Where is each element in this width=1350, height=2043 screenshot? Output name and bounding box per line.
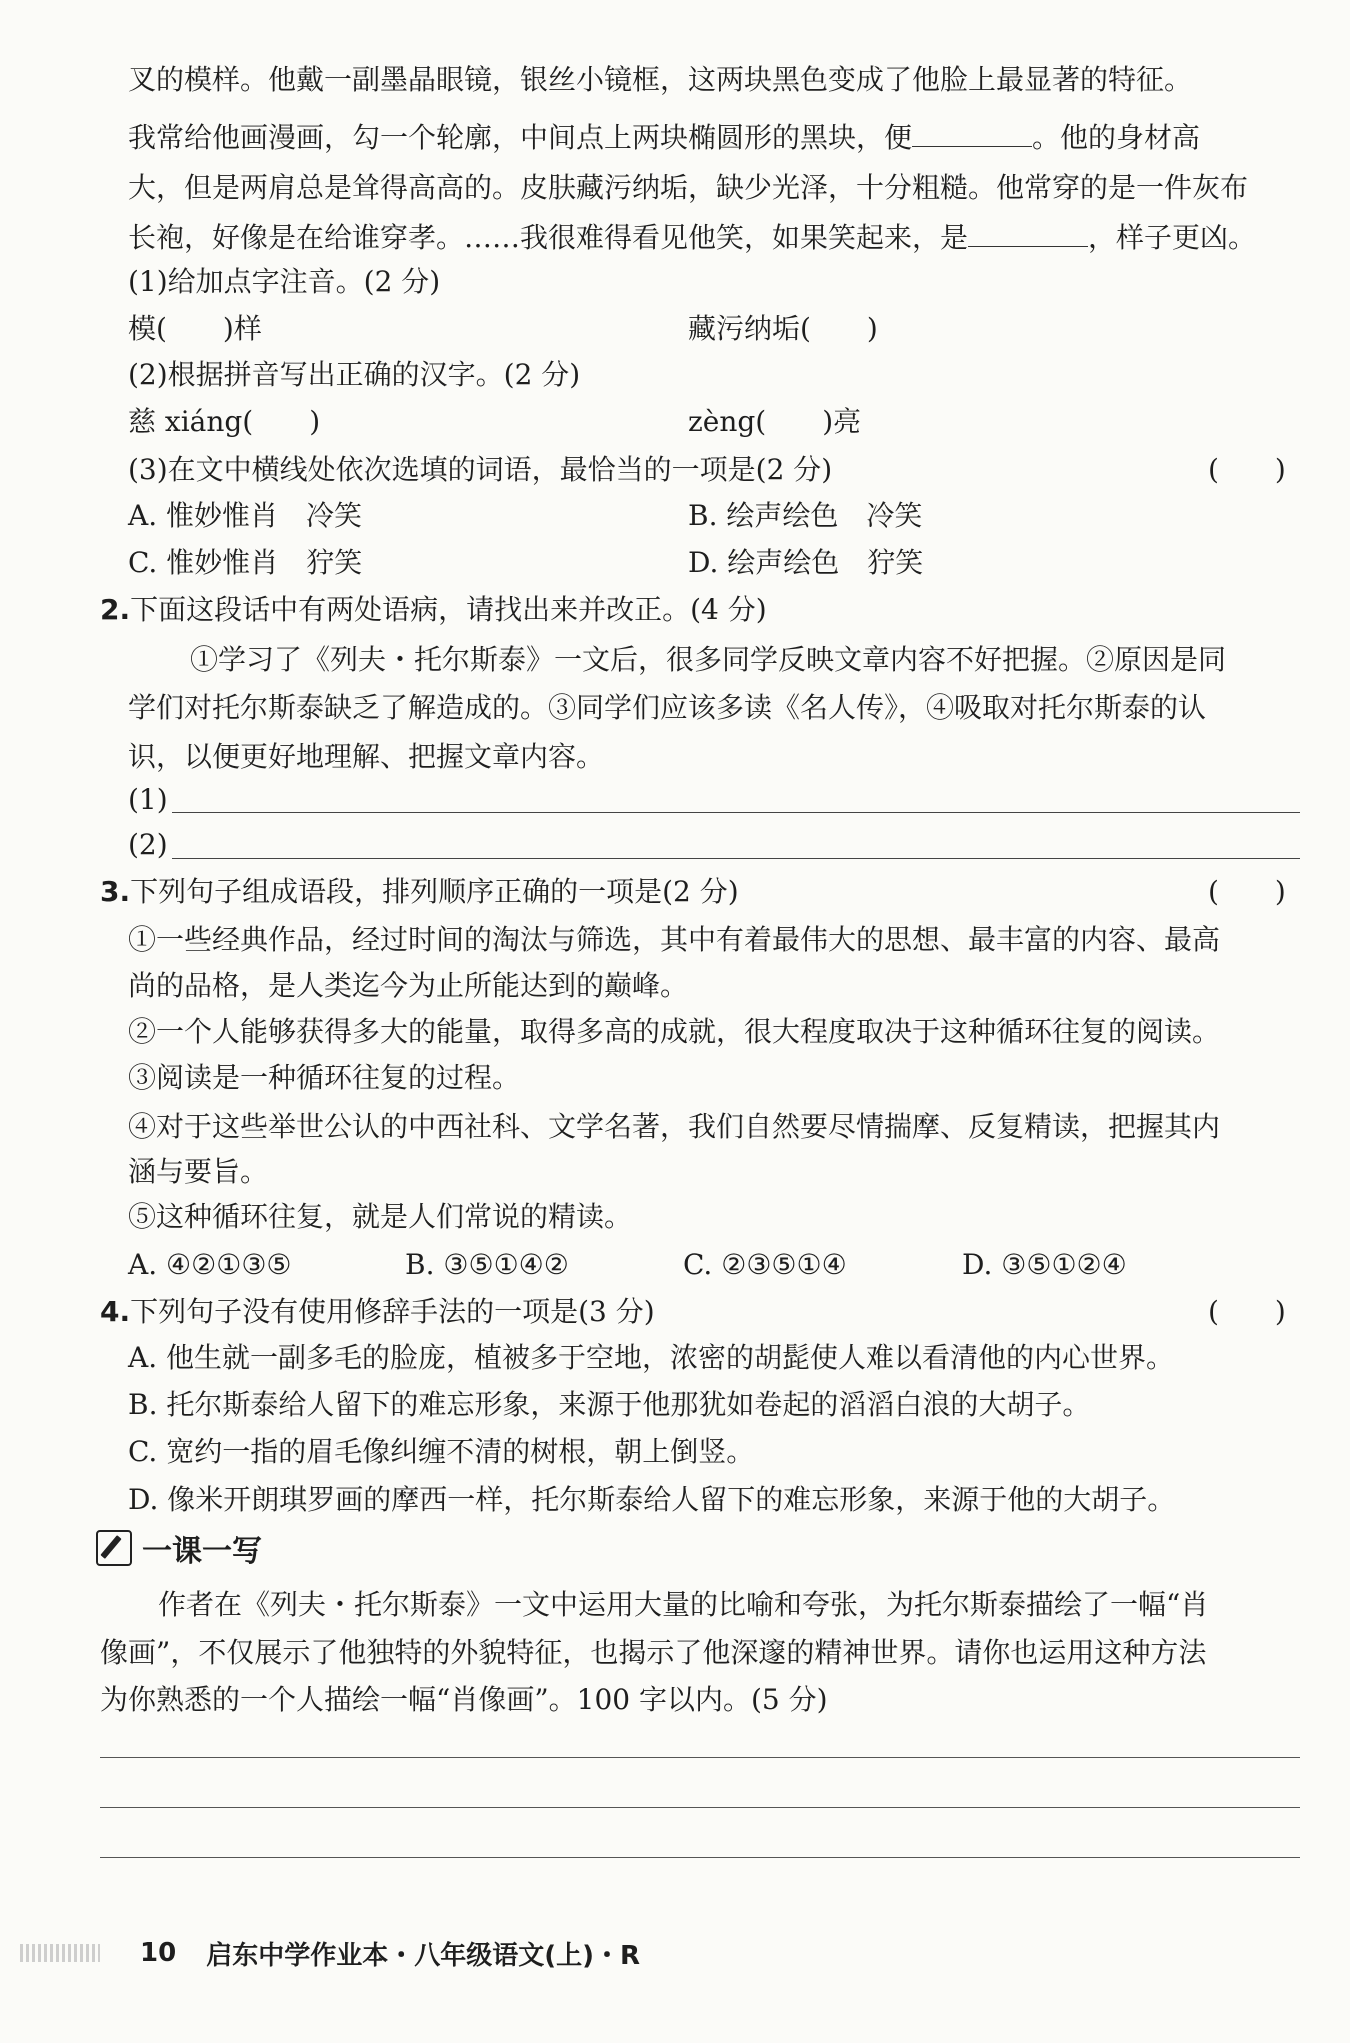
q2-answer-2-line[interactable] xyxy=(172,858,1300,859)
q4-answer-paren[interactable]: ( ) xyxy=(1208,1295,1286,1328)
q3-sentence-1a: ①一些经典作品，经过时间的淘汰与筛选，其中有着最伟大的思想、最丰富的内容、最高 xyxy=(128,923,1221,956)
blank-1[interactable] xyxy=(912,120,1032,147)
q1-option-b[interactable]: B. 绘声绘色 冷笑 xyxy=(688,499,923,532)
q2-heading xyxy=(100,590,767,630)
section-header xyxy=(96,1526,262,1570)
q2-answer-1-line[interactable] xyxy=(172,812,1300,813)
q2-passage-1: ①学习了《列夫・托尔斯泰》一文后，很多同学反映文章内容不好把握。②原因是同 xyxy=(190,643,1227,676)
q3-option-d[interactable]: D. ③⑤①②④ xyxy=(962,1248,1127,1281)
q3-option-a[interactable]: A. ④②①③⑤ xyxy=(128,1248,292,1281)
q1-sub1-b[interactable]: 藏污纳垢( ) xyxy=(688,312,878,345)
passage-line-4-b: ，样子更凶。 xyxy=(1088,221,1257,254)
q2-answer-2-label: (2) xyxy=(128,828,168,861)
q1-sub3: (3)在文中横线处依次选填的词语，最恰当的一项是(2 分) xyxy=(128,453,833,486)
section-prompt-1: 作者在《列夫・托尔斯泰》一文中运用大量的比喻和夸张，为托尔斯泰描绘了一幅“肖 xyxy=(158,1588,1209,1621)
q1-sub2: (2)根据拼音写出正确的汉字。(2 分) xyxy=(128,358,581,391)
q3-sentence-4a: ④对于这些举世公认的中西社科、文学名著，我们自然要尽情揣摩、反复精读，把握其内 xyxy=(128,1110,1221,1143)
decorative-stripe xyxy=(20,1944,100,1962)
q1-option-d[interactable]: D. 绘声绘色 狞笑 xyxy=(688,546,924,579)
q4-option-b[interactable]: B. 托尔斯泰给人留下的难忘形象，来源于他那犹如卷起的滔滔白浪的大胡子。 xyxy=(128,1388,1091,1421)
q1-option-a[interactable]: A. 惟妙惟肖 冷笑 xyxy=(128,499,363,532)
q3-sentence-3: ③阅读是一种循环往复的过程。 xyxy=(128,1061,521,1094)
passage-line-2-a: 我常给他画漫画，勾一个轮廓，中间点上两块椭圆形的黑块，便 xyxy=(128,121,913,154)
q3-sentence-1b: 尚的品格，是人类迄今为止所能达到的巅峰。 xyxy=(128,969,689,1002)
q4-option-c[interactable]: C. 宽约一指的眉毛像纠缠不清的树根，朝上倒竖。 xyxy=(128,1435,755,1468)
page-number: 10 xyxy=(140,1938,177,1968)
q1-option-c[interactable]: C. 惟妙惟肖 狞笑 xyxy=(128,546,363,579)
q2-passage-3: 识，以便更好地理解、把握文章内容。 xyxy=(128,740,605,773)
passage-line-4-a: 长袍，好像是在给谁穿孝。……我很难得看见他笑，如果笑起来，是 xyxy=(128,221,969,254)
q3-sentence-5: ⑤这种循环往复，就是人们常说的精读。 xyxy=(128,1200,633,1233)
passage-line-2 xyxy=(128,118,1200,158)
book-title: 启东中学作业本・八年级语文(上)・R xyxy=(206,1940,640,1971)
passage-line-2-b: 。他的身材高 xyxy=(1032,121,1201,154)
q3-stem: 下列句子组成语段，排列顺序正确的一项是(2 分) xyxy=(130,875,739,908)
writing-line-1[interactable] xyxy=(100,1757,1300,1758)
page-footer xyxy=(20,1935,640,1971)
q1-sub2-a[interactable]: 慈 xiáng( ) xyxy=(128,405,321,438)
writing-line-2[interactable] xyxy=(100,1807,1300,1808)
q2-number: 2. xyxy=(100,593,131,626)
section-prompt-3: 为你熟悉的一个人描绘一幅“肖像画”。100 字以内。(5 分) xyxy=(100,1683,828,1716)
pencil-icon xyxy=(96,1530,132,1566)
writing-line-3[interactable] xyxy=(100,1857,1300,1858)
passage-line-4 xyxy=(128,218,1256,258)
q3-answer-paren[interactable]: ( ) xyxy=(1208,875,1286,908)
q4-stem: 下列句子没有使用修辞手法的一项是(3 分) xyxy=(130,1295,655,1328)
section-title: 一课一写 xyxy=(142,1534,262,1569)
q3-number: 3. xyxy=(100,875,131,908)
q4-option-a[interactable]: A. 他生就一副多毛的脸庞，植被多于空地，浓密的胡髭使人难以看清他的内心世界。 xyxy=(128,1341,1175,1374)
q2-stem: 下面这段话中有两处语病，请找出来并改正。(4 分) xyxy=(130,593,767,626)
q3-option-b[interactable]: B. ③⑤①④② xyxy=(405,1248,569,1281)
q4-option-d[interactable]: D. 像米开朗琪罗画的摩西一样，托尔斯泰给人留下的难忘形象，来源于他的大胡子。 xyxy=(128,1483,1176,1516)
q2-passage-2: 学们对托尔斯泰缺乏了解造成的。③同学们应该多读《名人传》，④吸取对托尔斯泰的认 xyxy=(128,691,1207,724)
q1-sub2-b[interactable]: zèng( )亮 xyxy=(688,405,862,438)
q1-sub1: (1)给加点字注音。(2 分) xyxy=(128,265,441,298)
q3-sentence-2: ②一个人能够获得多大的能量，取得多高的成就，很大程度取决于这种循环往复的阅读。 xyxy=(128,1015,1221,1048)
q3-option-c[interactable]: C. ②③⑤①④ xyxy=(683,1248,847,1281)
q1-answer-paren[interactable]: ( ) xyxy=(1208,453,1286,486)
q4-heading xyxy=(100,1292,655,1332)
q1-sub1-a[interactable]: 模( )样 xyxy=(128,312,262,345)
section-prompt-2: 像画”，不仅展示了他独特的外貌特征，也揭示了他深邃的精神世界。请你也运用这种方法 xyxy=(100,1636,1207,1669)
q2-answer-1-label: (1) xyxy=(128,783,168,816)
q3-sentence-4b: 涵与要旨。 xyxy=(128,1155,269,1188)
q4-number: 4. xyxy=(100,1295,131,1328)
q3-heading xyxy=(100,872,739,912)
passage-line-3: 大，但是两肩总是耸得高高的。皮肤藏污纳垢，缺少光泽，十分粗糙。他常穿的是一件灰布 xyxy=(128,171,1249,204)
passage-line-1: 叉的模样。他戴一副墨晶眼镜，银丝小镜框，这两块黑色变成了他脸上最显著的特征。 xyxy=(128,63,1193,96)
blank-2[interactable] xyxy=(968,220,1088,247)
